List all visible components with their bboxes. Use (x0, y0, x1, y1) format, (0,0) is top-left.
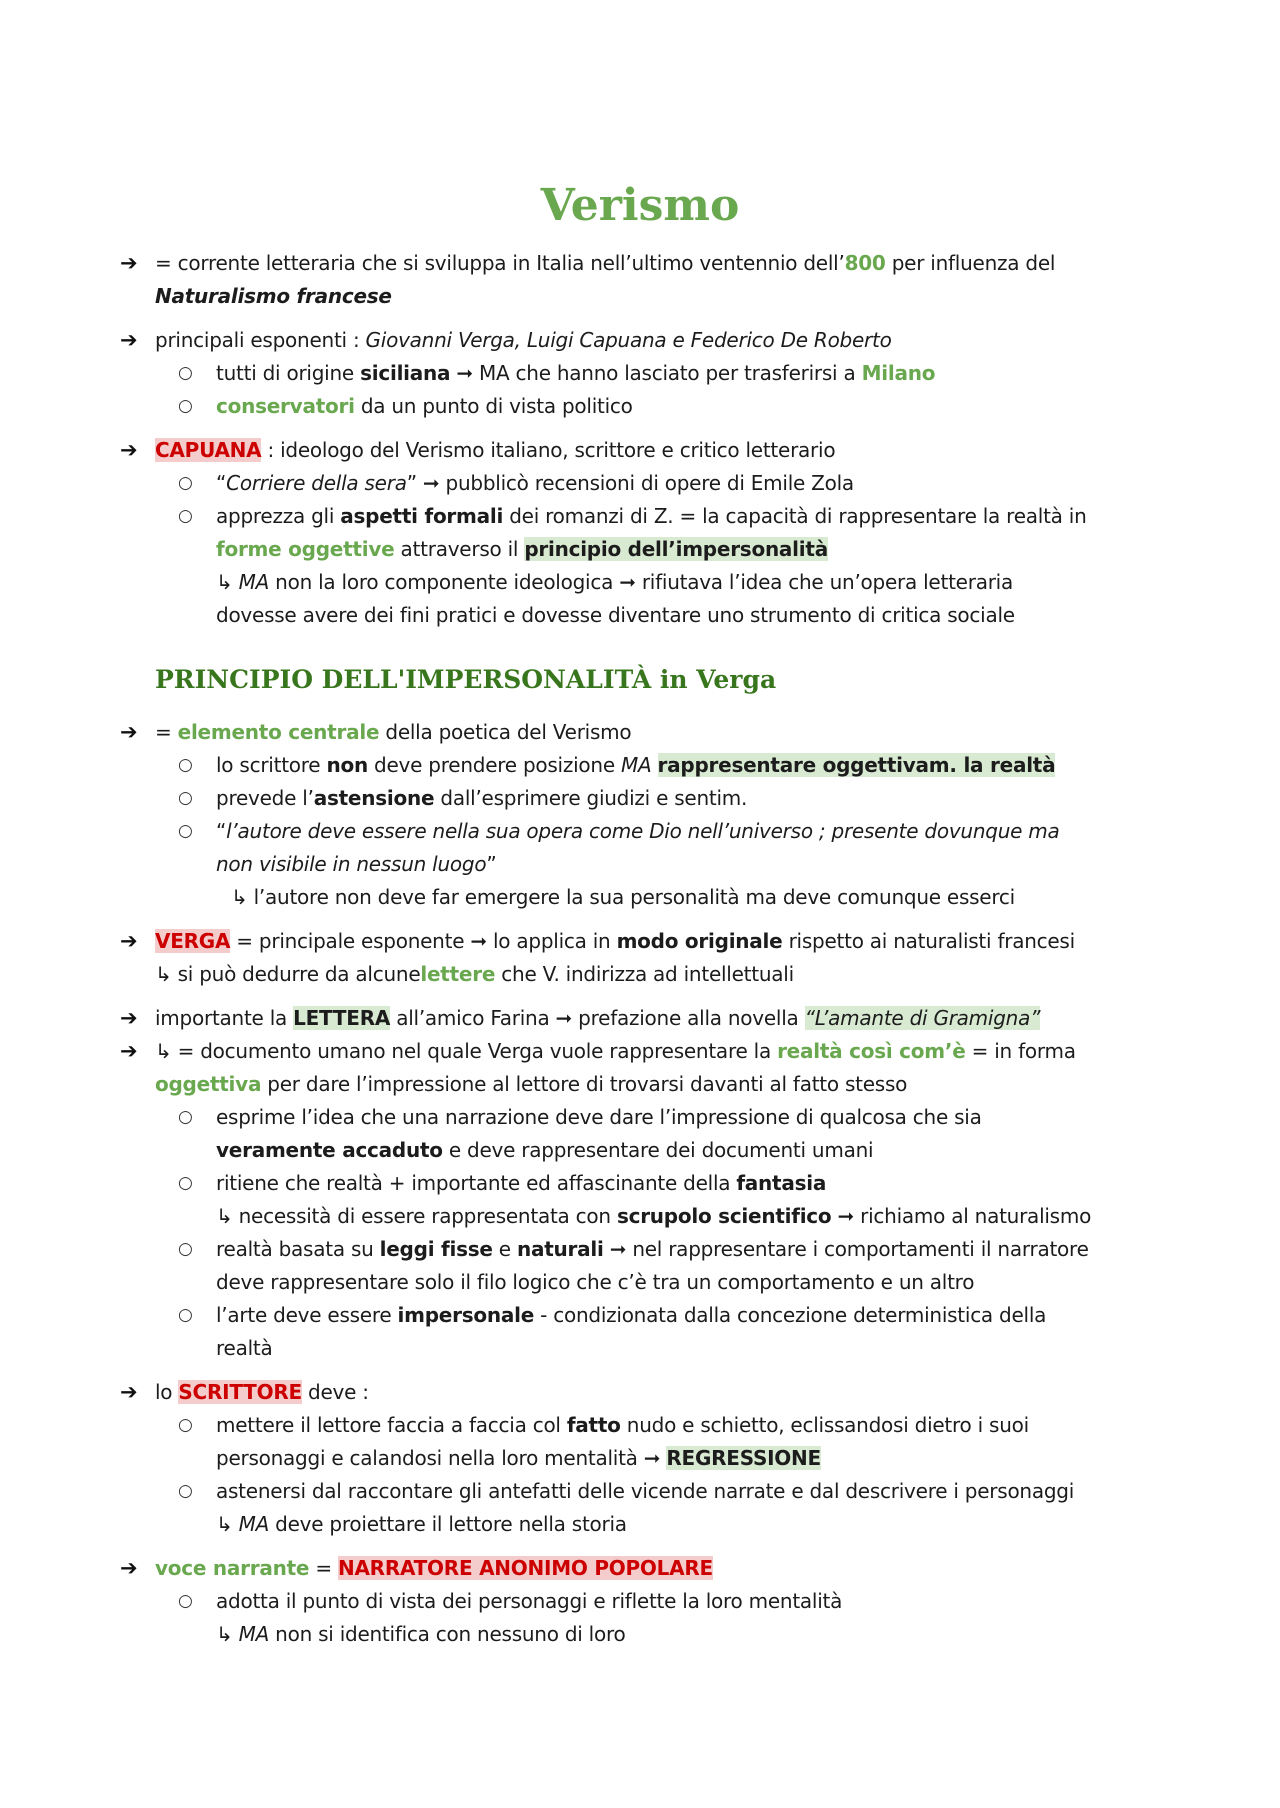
circle-bullet-icon: ○ (178, 1481, 193, 1501)
circle-bullet-icon: ○ (178, 755, 193, 775)
arrow-bullet-icon: ➔ (120, 1556, 138, 1580)
circle-bullet-icon: ○ (178, 788, 193, 808)
list-item-continuation: ↳ MA non si identifica con nessuno di loro (216, 1622, 626, 1646)
narrator-line: voce narrante = NARRATORE ANONIMO POPOLARE (155, 1556, 713, 1580)
verga-line: VERGA = principale esponente ➞ lo applica in modo originale rispetto ai naturalisti francesi (155, 929, 1075, 953)
definition-line-2: Naturalismo francese (155, 284, 392, 308)
list-item-continuation: veramente accaduto e deve rappresentare dei documenti umani (216, 1138, 874, 1162)
list-item: lo scrittore non deve prendere posizione MA rappresentare oggettivam. la realtà (216, 753, 1056, 777)
circle-bullet-icon: ○ (178, 1173, 193, 1193)
circle-bullet-icon: ○ (178, 363, 193, 383)
list-item-continuation: deve rappresentare solo il filo logico che c’è tra un comportamento e un altro (216, 1270, 975, 1294)
list-item: “Corriere della sera” ➞ pubblicò recensioni di opere di Emile Zola (216, 471, 854, 495)
quote-item-continuation: non visibile in nessun luogo” (216, 852, 497, 876)
arrow-bullet-icon: ➔ (120, 1380, 138, 1404)
circle-bullet-icon: ○ (178, 396, 193, 416)
exponents-line: principali esponenti : Giovanni Verga, Luigi Capuana e Federico De Roberto (155, 328, 892, 352)
list-item: esprime l’idea che una narrazione deve dare l’impressione di qualcosa che sia (216, 1105, 982, 1129)
arrow-bullet-icon: ➔ (120, 328, 138, 352)
list-item-continuation: ↳ necessità di essere rappresentata con scrupolo scientifico ➞ richiamo al naturalismo (216, 1204, 1092, 1228)
arrow-bullet-icon: ➔ (120, 1006, 138, 1030)
verga-line-2: ↳ si può dedurre da alcunelettere che V. indirizza ad intellettuali (155, 962, 794, 986)
arrow-bullet-icon: ➔ (120, 720, 138, 744)
list-item: l’arte deve essere impersonale - condizionata dalla concezione deterministica della (216, 1303, 1047, 1327)
list-item-continuation: dovesse avere dei fini pratici e dovesse diventare uno strumento di critica sociale (216, 603, 1015, 627)
sub-note: ↳ l’autore non deve far emergere la sua personalità ma deve comunque esserci (231, 885, 1015, 909)
list-item-continuation: ↳ MA non la loro componente ideologica ➞ rifiutava l’idea che un’opera letteraria (216, 570, 1013, 594)
list-item-continuation: personaggi e calandosi nella loro mentalità ➞ REGRESSIONE (216, 1446, 821, 1470)
document-line-2: oggettiva per dare l’impressione al lettore di trovarsi davanti al fatto stesso (155, 1072, 908, 1096)
arrow-bullet-icon: ➔ (120, 438, 138, 462)
list-item: realtà basata su leggi fisse e naturali ➞ nel rappresentare i comportamenti il narratore (216, 1237, 1089, 1261)
definition-line: = corrente letteraria che si sviluppa in Italia nell’ultimo ventennio dell’800 per influenza del (155, 251, 1056, 275)
letter-line: importante la LETTERA all’amico Farina ➞ prefazione alla novella “L’amante di Gramigna” (155, 1006, 1041, 1030)
writer-line: lo SCRITTORE deve : (155, 1380, 369, 1404)
quote-item: “l’autore deve essere nella sua opera come Dio nell’universo ; presente dovunque ma (216, 819, 1060, 843)
circle-bullet-icon: ○ (178, 1305, 193, 1325)
list-item-continuation: forme oggettive attraverso il principio dell’impersonalità (216, 537, 828, 561)
circle-bullet-icon: ○ (178, 1239, 193, 1259)
document-line: ↳ = documento umano nel quale Verga vuole rappresentare la realtà così com’è = in forma (155, 1039, 1076, 1063)
list-item: tutti di origine siciliana ➞ MA che hanno lasciato per trasferirsi a Milano (216, 361, 936, 385)
list-item-continuation: ↳ MA deve proiettare il lettore nella storia (216, 1512, 627, 1536)
arrow-bullet-icon: ➔ (120, 1039, 138, 1063)
list-item: adotta il punto di vista dei personaggi e riflette la loro mentalità (216, 1589, 843, 1613)
list-item: ritiene che realtà + importante ed affascinante della fantasia (216, 1171, 827, 1195)
circle-bullet-icon: ○ (178, 506, 193, 526)
list-item: prevede l’astensione dall’esprimere giudizi e sentim. (216, 786, 748, 810)
page-title: Verismo (540, 180, 740, 231)
list-item: mettere il lettore faccia a faccia col fatto nudo e schietto, eclissandosi dietro i suoi (216, 1413, 1029, 1437)
list-item: conservatori da un punto di vista politico (216, 394, 633, 418)
section-heading: PRINCIPIO DELL'IMPERSONALITÀ in Verga (155, 665, 777, 694)
list-item-continuation: realtà (216, 1336, 273, 1360)
circle-bullet-icon: ○ (178, 473, 193, 493)
principle-line: = elemento centrale della poetica del Verismo (155, 720, 632, 744)
circle-bullet-icon: ○ (178, 1415, 193, 1435)
circle-bullet-icon: ○ (178, 1591, 193, 1611)
capuana-line: CAPUANA : ideologo del Verismo italiano, scrittore e critico letterario (155, 438, 836, 462)
arrow-bullet-icon: ➔ (120, 251, 138, 275)
circle-bullet-icon: ○ (178, 1107, 193, 1127)
circle-bullet-icon: ○ (178, 821, 193, 841)
list-item: astenersi dal raccontare gli antefatti delle vicende narrate e dal descrivere i personaggi (216, 1479, 1075, 1503)
arrow-bullet-icon: ➔ (120, 929, 138, 953)
list-item: apprezza gli aspetti formali dei romanzi di Z. = la capacità di rappresentare la realtà in (216, 504, 1087, 528)
